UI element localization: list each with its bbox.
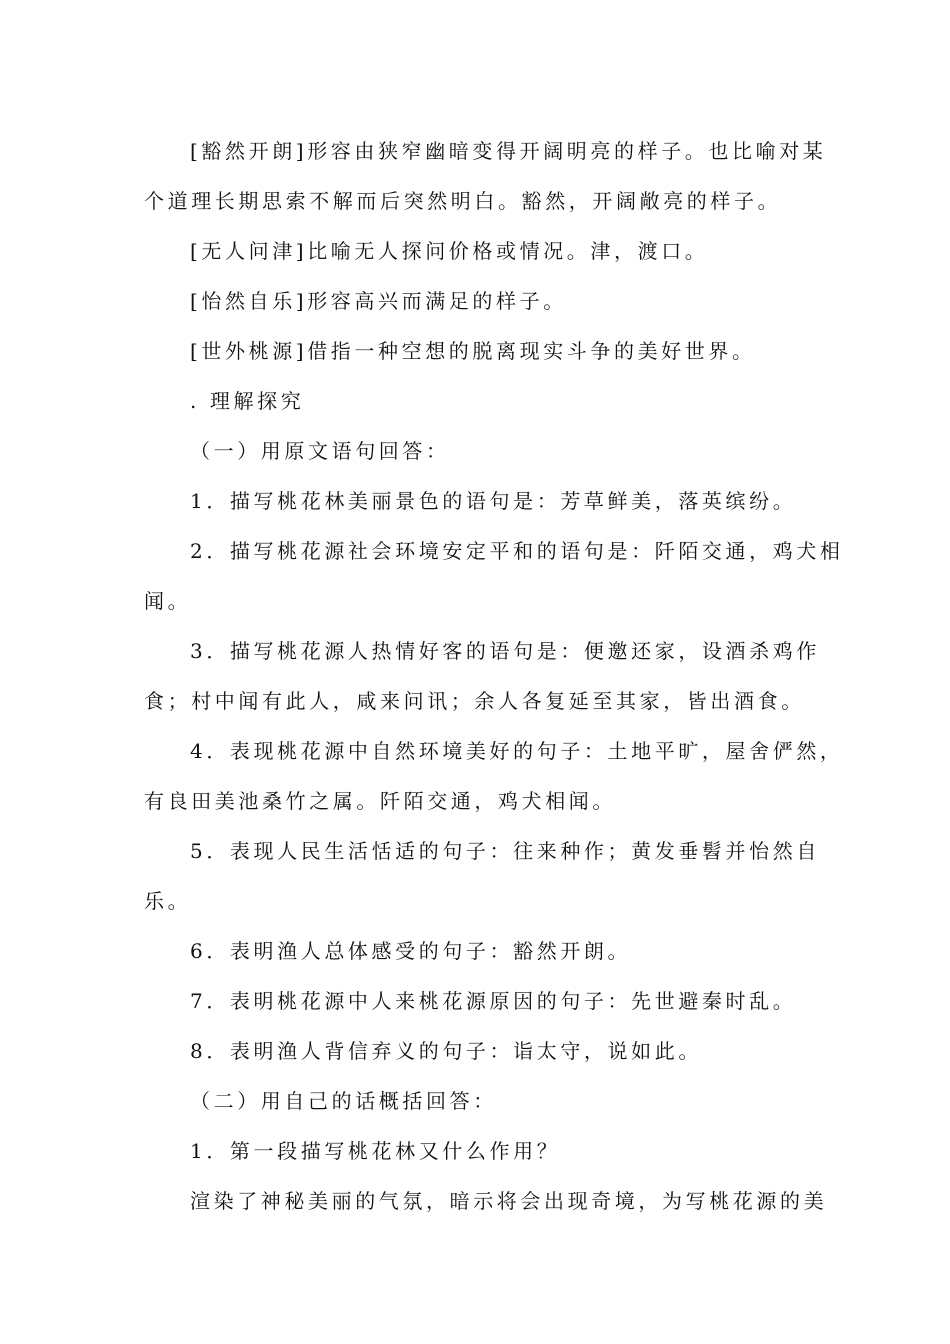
- text-line: 个道理长期思索不解而后突然明白。豁然，开阔敞亮的样子。: [144, 189, 782, 213]
- text-line: 有良田美池桑竹之属。阡陌交通，鸡犬相闻。: [144, 789, 616, 813]
- subsection-heading: （二）用自己的话概括回答：: [190, 1089, 497, 1113]
- text-line: 渲染了神秘美丽的气氛，暗示将会出现奇境，为写桃花源的美: [190, 1189, 828, 1213]
- text-line: 5．表现人民生活恬适的句子：往来种作；黄发垂髫并怡然自: [190, 839, 820, 863]
- text-line: [世外桃源]借指一种空想的脱离现实斗争的美好世界。: [190, 339, 756, 363]
- text-line: 7．表明桃花源中人来桃花源原因的句子：先世避秦时乱。: [190, 989, 797, 1013]
- text-line: [无人问津]比喻无人探问价格或情况。津，渡口。: [190, 239, 709, 263]
- section-heading: . 理解探究: [190, 389, 305, 413]
- text-line: 闻。: [144, 589, 192, 613]
- text-line: 4．表现桃花源中自然环境美好的句子：土地平旷，屋舍俨然，: [190, 739, 844, 763]
- text-line: 乐。: [144, 889, 192, 913]
- text-line: 1．第一段描写桃花林又什么作用？: [190, 1139, 561, 1163]
- text-line: 3．描写桃花源人热情好客的语句是：便邀还家，设酒杀鸡作: [190, 639, 820, 663]
- text-line: 8．表明渔人背信弃义的句子：诣太守，说如此。: [190, 1039, 702, 1063]
- text-line: 食；村中闻有此人，咸来问讯；余人各复延至其家，皆出酒食。: [144, 689, 805, 713]
- text-line: 2．描写桃花源社会环境安定平和的语句是：阡陌交通，鸡犬相: [190, 539, 844, 563]
- text-line: 6．表明渔人总体感受的句子：豁然开朗。: [190, 939, 632, 963]
- text-line: [怡然自乐]形容高兴而满足的样子。: [190, 289, 567, 313]
- text-line: [豁然开朗]形容由狭窄幽暗变得开阔明亮的样子。也比喻对某: [190, 139, 827, 163]
- text-line: 1．描写桃花林美丽景色的语句是：芳草鲜美，落英缤纷。: [190, 489, 797, 513]
- subsection-heading: （一）用原文语句回答：: [190, 439, 450, 463]
